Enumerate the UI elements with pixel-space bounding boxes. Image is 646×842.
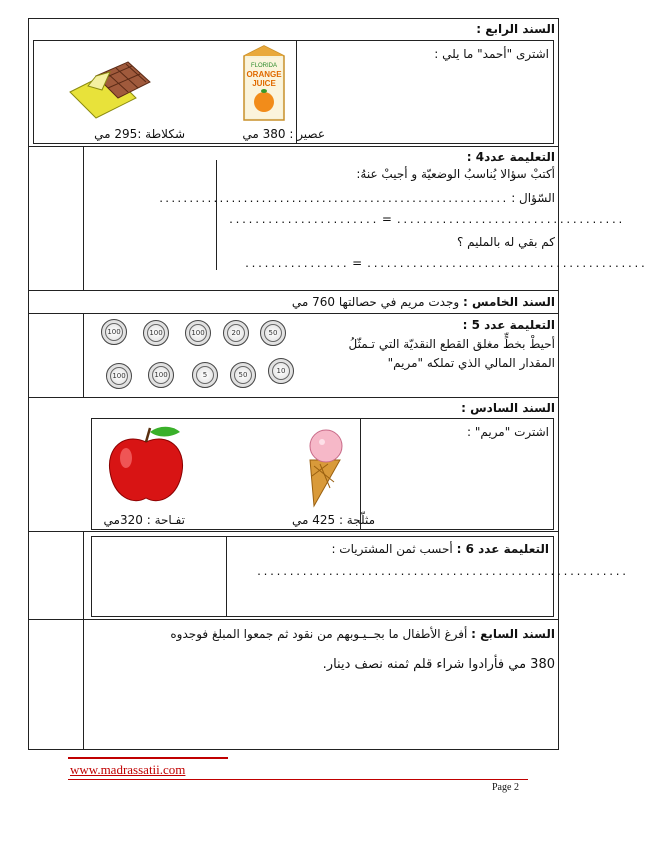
chocolate-price: شكلاطة :295 مي [94, 127, 185, 141]
coin-100[interactable]: 100 [143, 320, 169, 346]
task4-heading: التعليمة عدد4 : [466, 150, 555, 164]
divider [28, 146, 559, 147]
task5-line1: أحيطْ بخطٍّ مغلق القطع النقديّة التي تـمثّلُ [348, 337, 555, 351]
divider [83, 313, 84, 397]
section6-intro: اشترت "مريم" : [466, 425, 549, 439]
section7-line2: 380 مي فأرادوا شراء قلم ثمنه نصف دينار. [322, 657, 555, 672]
section4-intro: اشترى "أحمد" ما يلي : [434, 47, 549, 61]
task4-answer-row [244, 255, 646, 273]
section6-heading: السند السادس : [461, 401, 555, 415]
coin-100[interactable]: 100 [185, 320, 211, 346]
juice-price: عصير : 380 مي [242, 127, 325, 141]
juice-text-2: ORANGE [246, 70, 282, 79]
coin-100[interactable]: 100 [106, 363, 132, 389]
coin-50[interactable]: 50 [260, 320, 286, 346]
divider [28, 313, 559, 314]
divider [83, 619, 84, 750]
coin-50[interactable]: 50 [230, 362, 256, 388]
divider [83, 531, 84, 619]
juice-text-3: JUICE [252, 79, 276, 88]
coin-100[interactable]: 100 [101, 319, 127, 345]
apple-image [104, 424, 188, 506]
ice-cream-image [300, 420, 348, 508]
page-number: Page 2 [492, 782, 519, 793]
coin-10[interactable]: 10 [268, 358, 294, 384]
question-answer-field[interactable]: .......................................................... [158, 194, 508, 205]
task6-row [331, 541, 549, 557]
equals-sign: = [352, 256, 363, 270]
task5-heading: التعليمة عدد 5 : [462, 318, 555, 332]
divider [226, 537, 227, 616]
task6-answer-field[interactable]: ......................................................... [256, 567, 628, 578]
section5-heading: السند الخامس : [463, 295, 555, 309]
chocolate-bar-image [66, 58, 154, 120]
section4-heading: السند الرابع : [476, 22, 555, 36]
juice-carton-image [238, 44, 290, 122]
answer-left-field[interactable]: ................ [244, 259, 349, 270]
task4-line3: كم بقي له بالمليم ؟ [457, 235, 555, 249]
divider [28, 531, 559, 532]
task5-line2: المقدار المالي الذي تملكه "مريم" [387, 356, 555, 370]
section5-text: وجدت مريم في حصالتها 760 مي [291, 295, 460, 309]
equals-sign: = [381, 212, 392, 226]
divider [28, 397, 559, 398]
coin-100[interactable]: 100 [148, 362, 174, 388]
section7-line1: أفرغ الأطفال ما بجــيـوبهم من نقود ثم جمعوا المبلغ فوجدوه [170, 627, 468, 641]
ice-cream-price: مثلّجة : 425 مي [291, 513, 375, 527]
footer-rule [68, 757, 228, 759]
equation-right-field[interactable]: ................................... [395, 215, 624, 226]
section5-row [292, 294, 555, 310]
coin-20[interactable]: 20 [223, 320, 249, 346]
footer-rule [68, 779, 528, 780]
question-label: السّؤال : [511, 191, 555, 205]
website-link[interactable]: www.madrassatii.com [70, 762, 186, 777]
divider [28, 619, 559, 620]
apple-price: تفـاحة : 320مي [103, 513, 185, 527]
task4-question-row [158, 190, 555, 208]
juice-text-1: FLORIDA [250, 63, 278, 69]
divider [28, 290, 559, 291]
divider [216, 160, 217, 270]
task6-text: أحسب ثمن المشتريات : [331, 542, 453, 556]
task4-equation-row [228, 211, 624, 229]
answer-right-field[interactable]: ........................................... [366, 259, 646, 270]
task4-line1: أكتبْ سؤالا يُناسبُ الوضعيّة و أجيبْ عنهُ: [356, 167, 555, 181]
coin-5[interactable]: 5 [192, 362, 218, 388]
equation-left-field[interactable]: ....................... [228, 215, 378, 226]
task6-heading: التعليمة عدد 6 : [456, 542, 549, 556]
section7-heading: السند السابع : [471, 627, 555, 641]
section7-row [170, 626, 555, 642]
divider [83, 146, 84, 290]
